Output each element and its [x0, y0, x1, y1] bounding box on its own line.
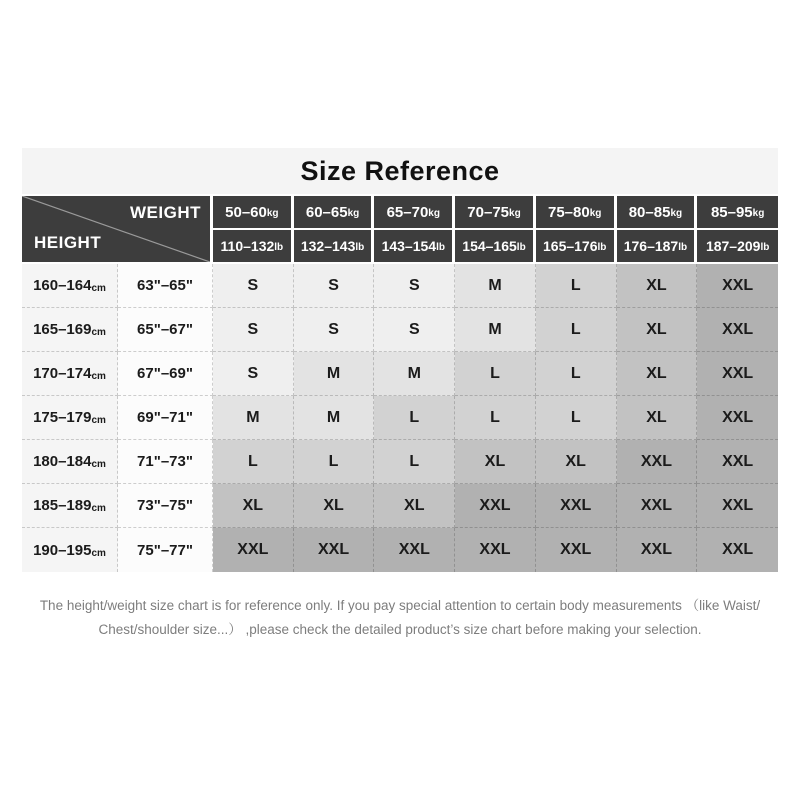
weight-header-kg-cell	[213, 196, 294, 230]
weight-kg-value: 75–80	[548, 203, 590, 221]
weight-kg-unit: kg	[589, 208, 602, 219]
height-cm-value: 185–189	[33, 497, 92, 514]
size-cell	[697, 484, 778, 528]
weight-lb-value: 143–154	[381, 238, 437, 254]
weight-lb-unit: lb	[436, 242, 445, 253]
size-cell	[213, 396, 294, 440]
weight-kg-unit: kg	[428, 208, 440, 219]
weight-lb-value: 132–143	[300, 238, 356, 254]
height-inches-value: 69"–71"	[137, 409, 193, 426]
size-value: M	[488, 276, 502, 294]
weight-kg-unit: kg	[266, 208, 279, 219]
weight-lb-value: 187–209	[705, 238, 761, 254]
size-value: XXL	[640, 496, 672, 514]
height-cell	[22, 396, 118, 440]
weight-lb-value: 165–176	[543, 238, 598, 254]
size-cell	[536, 484, 617, 528]
size-cell	[617, 308, 698, 352]
size-cell	[697, 528, 778, 572]
size-value: M	[326, 364, 341, 382]
weight-kg-value: 80–85	[628, 203, 671, 221]
size-cell	[213, 484, 294, 528]
size-value: L	[570, 408, 581, 426]
weight-kg-value: 50–60	[225, 203, 267, 221]
size-cell	[536, 352, 617, 396]
height-inches-value: 75"–77"	[137, 541, 193, 559]
inches-cell	[118, 352, 213, 396]
size-value: XL	[484, 452, 506, 470]
size-value: XXL	[318, 541, 350, 558]
size-cell	[374, 352, 455, 396]
size-cell	[536, 440, 617, 484]
weight-header-lb-cell	[455, 230, 536, 264]
height-cm-value: 190–195	[33, 541, 92, 559]
weight-lb-unit: lb	[678, 242, 688, 253]
inches-cell	[118, 264, 213, 308]
weight-kg-value: 60–65	[305, 203, 348, 221]
height-axis-label: HEIGHT	[34, 233, 102, 252]
size-value: XXL	[722, 364, 754, 382]
size-table	[22, 196, 778, 572]
size-value: XXL	[722, 408, 754, 426]
weight-header-kg-cell	[294, 196, 375, 230]
size-cell	[536, 396, 617, 440]
size-value: XL	[646, 320, 667, 338]
weight-kg-value: 65–70	[386, 203, 429, 221]
weight-header-lb-cell	[697, 230, 778, 264]
size-value: XXL	[722, 320, 754, 338]
size-value: M	[488, 320, 502, 338]
title-band	[22, 148, 778, 194]
size-cell	[536, 264, 617, 308]
inches-cell	[118, 484, 213, 528]
height-cell	[22, 484, 118, 528]
height-cm-unit: cm	[91, 503, 106, 514]
weight-header-kg-cell	[617, 196, 698, 230]
size-cell	[374, 484, 455, 528]
size-cell	[294, 484, 375, 528]
size-value: XL	[323, 496, 344, 514]
weight-lb-unit: lb	[274, 242, 284, 253]
inches-cell	[118, 308, 213, 352]
footer-disclaimer	[0, 594, 800, 642]
size-value: XXL	[722, 496, 754, 514]
height-cm-unit: cm	[91, 283, 106, 294]
weight-lb-unit: lb	[760, 242, 770, 253]
weight-lb-value: 110–132	[220, 238, 275, 254]
size-value: XXL	[560, 496, 592, 514]
size-value: XL	[646, 276, 667, 294]
weight-lb-value: 176–187	[623, 238, 679, 254]
size-cell	[374, 308, 455, 352]
size-value: S	[247, 364, 259, 382]
height-inches-value: 71"–73"	[137, 453, 193, 470]
height-cm-value: 165–169	[33, 321, 92, 338]
size-value: M	[326, 408, 341, 426]
inches-cell	[118, 440, 213, 484]
weight-lb-value: 154–165	[462, 238, 517, 254]
size-cell	[617, 264, 698, 308]
size-value: S	[247, 276, 259, 294]
weight-header-kg-cell	[697, 196, 778, 230]
size-cell	[455, 528, 536, 572]
height-cm-unit: cm	[91, 459, 106, 470]
footer-line-2: Chest/shoulder size...） ,please check the detailed product’s size chart before making your selection.	[98, 622, 702, 637]
size-cell	[294, 308, 375, 352]
weight-header-lb-cell	[536, 230, 617, 264]
size-cell	[374, 264, 455, 308]
size-value: M	[246, 408, 260, 426]
size-cell	[697, 352, 778, 396]
size-value: XL	[242, 496, 264, 514]
size-cell	[213, 528, 294, 572]
height-cell	[22, 440, 118, 484]
size-value: XXL	[722, 276, 754, 294]
size-cell	[617, 440, 698, 484]
page-title: Size Reference	[300, 155, 500, 186]
weight-header-lb-cell	[617, 230, 698, 264]
height-inches-value: 73"–75"	[137, 497, 193, 514]
size-cell	[374, 528, 455, 572]
size-cell	[455, 484, 536, 528]
size-cell	[294, 264, 375, 308]
size-cell	[697, 440, 778, 484]
height-cell	[22, 528, 118, 572]
height-cm-unit: cm	[91, 327, 106, 338]
height-cm-unit: cm	[91, 415, 106, 426]
size-chart	[22, 148, 778, 572]
size-value: XXL	[560, 541, 592, 558]
weight-lb-unit: lb	[516, 242, 526, 253]
size-value: XXL	[640, 541, 672, 558]
inches-cell	[118, 528, 213, 572]
weight-axis-label: WEIGHT	[130, 203, 201, 222]
size-cell	[536, 528, 617, 572]
size-value: XL	[646, 364, 667, 382]
size-cell	[617, 528, 698, 572]
size-value: L	[490, 364, 500, 382]
size-value: XXL	[479, 541, 511, 558]
size-value: L	[570, 276, 581, 294]
size-value: S	[408, 320, 420, 338]
weight-kg-unit: kg	[670, 208, 683, 219]
weight-lb-unit: lb	[355, 242, 365, 253]
weight-header-lb-cell	[294, 230, 375, 264]
weight-kg-unit: kg	[347, 208, 360, 219]
weight-header-kg-cell	[536, 196, 617, 230]
size-cell	[374, 396, 455, 440]
size-value: L	[409, 452, 420, 470]
height-cell	[22, 352, 118, 396]
size-value: XXL	[398, 541, 430, 558]
weight-kg-value: 70–75	[467, 203, 510, 221]
size-value: L	[570, 320, 581, 338]
height-cm-value: 180–184	[33, 453, 92, 470]
size-cell	[213, 264, 294, 308]
weight-header-kg-cell	[374, 196, 455, 230]
size-value: M	[407, 364, 421, 382]
size-value: XL	[646, 408, 667, 426]
size-value: XXL	[237, 541, 269, 558]
weight-header-kg-cell	[455, 196, 536, 230]
height-inches-value: 63"–65"	[137, 277, 193, 294]
size-value: S	[328, 276, 339, 294]
size-value: S	[328, 320, 339, 338]
size-cell	[617, 396, 698, 440]
corner-cell	[22, 196, 213, 264]
weight-lb-unit: lb	[597, 242, 607, 253]
size-cell	[294, 352, 375, 396]
height-inches-value: 65"–67"	[137, 321, 193, 338]
size-cell	[294, 396, 375, 440]
size-cell	[617, 352, 698, 396]
height-cell	[22, 308, 118, 352]
size-cell	[455, 352, 536, 396]
weight-kg-unit: kg	[509, 208, 521, 219]
size-value: L	[570, 364, 581, 382]
size-value: XL	[565, 452, 586, 470]
height-cm-unit: cm	[91, 548, 106, 559]
size-cell	[455, 308, 536, 352]
size-value: XXL	[722, 452, 754, 470]
size-value: XXL	[722, 541, 754, 558]
size-cell	[294, 440, 375, 484]
size-cell	[455, 396, 536, 440]
size-value: XL	[404, 496, 425, 514]
size-cell	[536, 308, 617, 352]
size-cell	[697, 264, 778, 308]
size-value: L	[409, 408, 420, 426]
height-cm-value: 175–179	[33, 409, 92, 426]
weight-kg-value: 85–95	[710, 203, 753, 221]
size-cell	[213, 352, 294, 396]
size-value: L	[328, 452, 339, 470]
size-cell	[697, 308, 778, 352]
size-value: L	[247, 452, 258, 470]
height-cm-value: 160–164	[33, 277, 92, 294]
size-cell	[455, 264, 536, 308]
size-cell	[213, 308, 294, 352]
size-cell	[455, 440, 536, 484]
size-cell	[617, 484, 698, 528]
size-cell	[213, 440, 294, 484]
footer-line-1: The height/weight size chart is for reference only. If you pay special attention to certain body measurements （like Waist/	[39, 598, 761, 613]
size-value: XXL	[479, 496, 511, 514]
size-value: S	[247, 320, 259, 338]
weight-header-lb-cell	[374, 230, 455, 264]
height-cell	[22, 264, 118, 308]
weight-kg-unit: kg	[752, 208, 765, 219]
size-value: L	[490, 408, 500, 426]
size-value: XXL	[640, 452, 672, 470]
height-cm-unit: cm	[91, 371, 106, 382]
size-cell	[294, 528, 375, 572]
size-cell	[374, 440, 455, 484]
height-cm-value: 170–174	[33, 365, 92, 382]
weight-header-lb-cell	[213, 230, 294, 264]
inches-cell	[118, 396, 213, 440]
height-inches-value: 67"–69"	[137, 365, 193, 382]
size-cell	[697, 396, 778, 440]
size-value: S	[408, 276, 420, 294]
